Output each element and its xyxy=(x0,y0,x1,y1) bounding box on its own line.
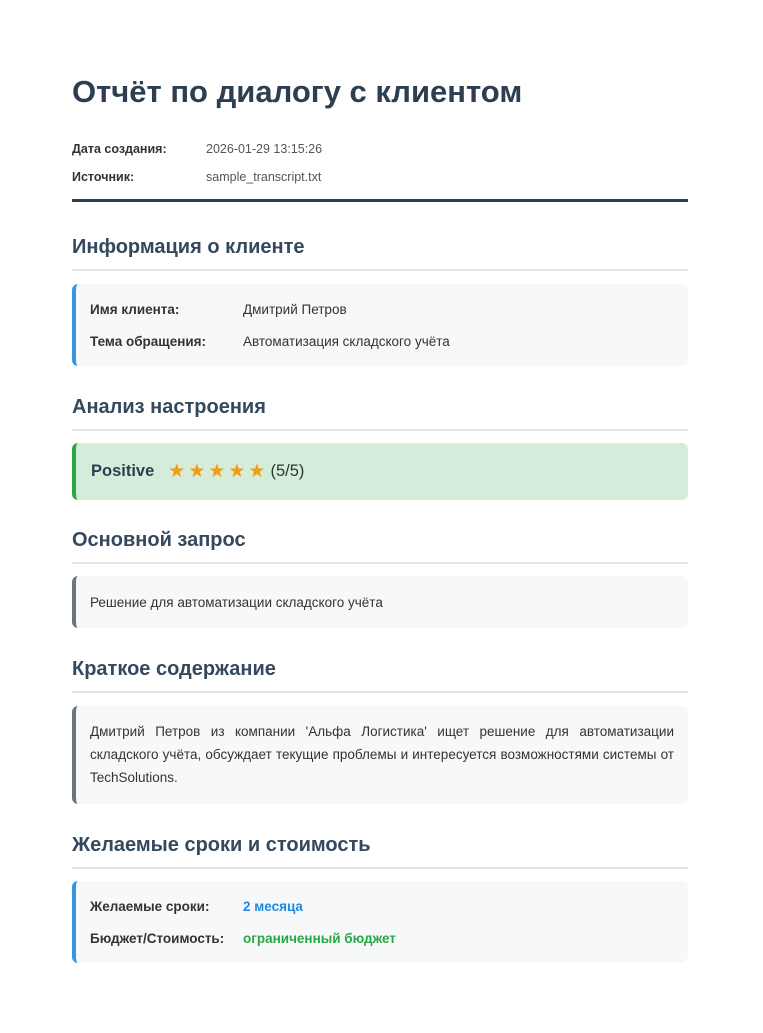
budget-label: Бюджет/Стоимость: xyxy=(90,930,225,946)
star-rating-icon: ★★★★★ xyxy=(168,461,269,482)
page-title: Отчёт по диалогу с клиентом xyxy=(72,74,523,109)
terms-box xyxy=(72,881,688,963)
sentiment-box xyxy=(72,443,688,500)
budget-row xyxy=(90,922,688,954)
timeline-label: Желаемые сроки: xyxy=(90,898,210,914)
client-name-row xyxy=(90,293,688,325)
report-meta xyxy=(72,135,688,191)
client-name-label: Имя клиента: xyxy=(90,301,180,317)
main-request-text: Решение для автоматизации складского учёта xyxy=(90,594,383,610)
meta-created-value: 2026-01-29 13:15:26 xyxy=(206,142,323,156)
timeline-value: 2 месяца xyxy=(243,898,303,914)
section-title-terms: Желаемые сроки и стоимость xyxy=(72,834,688,869)
main-request-box xyxy=(72,576,688,628)
meta-source-value: sample_transcript.txt xyxy=(206,170,322,184)
section-title-summary: Краткое содержание xyxy=(72,658,688,693)
meta-created-label: Дата создания: xyxy=(72,142,167,156)
summary-text: Дмитрий Петров из компании 'Альфа Логистика' ищет решение для автоматизации складского учёта, обсуждает текущие проблемы и интересуется возможностями системы от TechSolutions. xyxy=(90,724,674,785)
section-title-sentiment: Анализ настроения xyxy=(72,396,688,431)
client-topic-label: Тема обращения: xyxy=(90,333,207,349)
meta-created-row xyxy=(72,135,688,163)
header-divider xyxy=(72,199,688,202)
section-title-client-info: Информация о клиенте xyxy=(72,236,688,271)
sentiment-score: (5/5) xyxy=(270,462,305,480)
client-topic-value: Автоматизация складского учёта xyxy=(243,333,450,349)
summary-box xyxy=(72,706,688,804)
client-name-value: Дмитрий Петров xyxy=(243,301,347,317)
client-topic-row xyxy=(90,325,688,357)
meta-source-row xyxy=(72,163,688,191)
timeline-row xyxy=(90,890,688,922)
sentiment-label: Positive xyxy=(91,462,155,480)
budget-value: ограниченный бюджет xyxy=(243,930,396,946)
section-title-main-request: Основной запрос xyxy=(72,529,688,564)
meta-source-label: Источник: xyxy=(72,170,135,184)
client-info-box xyxy=(72,284,688,366)
